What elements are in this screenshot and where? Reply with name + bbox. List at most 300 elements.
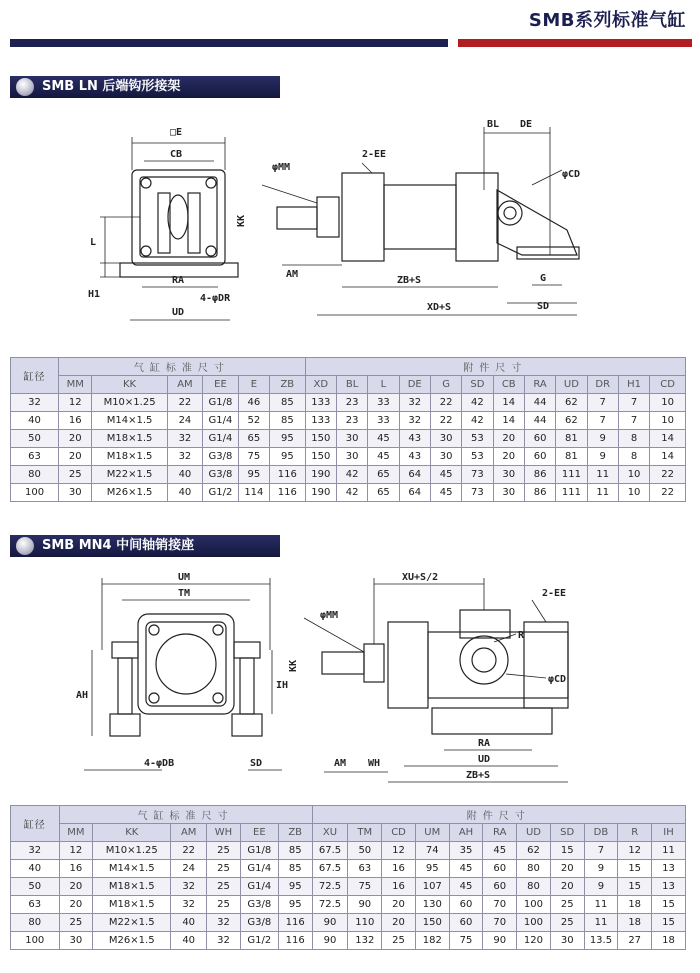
table-cell: 15 (652, 914, 686, 932)
table-cell: 150 (415, 914, 449, 932)
table-cell: M26×1.5 (92, 484, 167, 502)
table-cell: 86 (524, 466, 555, 484)
label-am: AM (286, 269, 299, 280)
column-header: RA (483, 824, 517, 842)
table-cell: 25 (207, 878, 241, 896)
table-cell: 45 (368, 448, 399, 466)
group-header-accessory: 附件尺寸 (312, 806, 685, 824)
table-cell: 7 (584, 842, 618, 860)
label-ud: UD (172, 307, 185, 318)
table-cell: 45 (430, 466, 461, 484)
column-header: AH (449, 824, 483, 842)
table-cell: 32 (399, 394, 430, 412)
table-cell: 43 (399, 430, 430, 448)
table-cell: 46 (238, 394, 269, 412)
table-cell: G1/4 (203, 430, 239, 448)
table-cell: 25 (59, 914, 93, 932)
table-cell: 30 (493, 466, 524, 484)
table-cell: 25 (207, 896, 241, 914)
table-cell: 52 (238, 412, 269, 430)
column-header: KK (93, 824, 171, 842)
table-cell: 32 (167, 430, 203, 448)
table-row (11, 896, 686, 914)
table-cell: 53 (462, 430, 493, 448)
table-cell: 20 (550, 878, 584, 896)
table-cell: 53 (462, 448, 493, 466)
label-xus: XU+S/2 (402, 572, 439, 583)
table-cell: 15 (618, 860, 652, 878)
column-header: ZB (278, 824, 312, 842)
table-cell: 10 (650, 412, 686, 430)
table-cell: 60 (483, 878, 517, 896)
table-cell: 40 (171, 914, 207, 932)
table-cell: 32 (399, 412, 430, 430)
table-cell: 67.5 (312, 860, 348, 878)
table-cell: 30 (336, 430, 367, 448)
column-header: KK (92, 376, 167, 394)
ln-spec-table (10, 357, 686, 502)
table-cell: G1/4 (240, 860, 278, 878)
table-cell: 35 (449, 842, 483, 860)
table-cell: 14 (650, 430, 686, 448)
ln-front-view-drawing (80, 115, 250, 330)
table-cell: 65 (368, 466, 399, 484)
table-cell: G3/8 (203, 448, 239, 466)
table-cell: 22 (430, 412, 461, 430)
table-cell: 45 (430, 484, 461, 502)
table-row (11, 878, 686, 896)
table-cell: 85 (278, 860, 312, 878)
table-cell: 25 (550, 914, 584, 932)
table-cell: 111 (556, 484, 587, 502)
table-cell: 100 (517, 896, 551, 914)
table-cell: 20 (59, 430, 92, 448)
table-cell: 64 (399, 466, 430, 484)
table-cell: 14 (493, 394, 524, 412)
table-cell: M18×1.5 (93, 878, 171, 896)
table-cell: 130 (415, 896, 449, 914)
table-cell: 22 (650, 466, 686, 484)
table-cell: 24 (167, 412, 203, 430)
table-cell: 64 (399, 484, 430, 502)
column-header: DB (584, 824, 618, 842)
table-cell: M22×1.5 (93, 914, 171, 932)
bore-cell: 100 (11, 932, 60, 950)
column-header: BL (336, 376, 367, 394)
table-cell: 40 (167, 466, 203, 484)
column-header: DE (399, 376, 430, 394)
label-am: AM (334, 758, 347, 769)
table-cell: 30 (59, 932, 93, 950)
label-sq-e: □E (170, 127, 183, 138)
table-cell: 75 (348, 878, 382, 896)
table-cell: 110 (348, 914, 382, 932)
table-cell: 190 (305, 484, 336, 502)
label-kk: KK (288, 659, 299, 672)
label-ud: UD (478, 754, 491, 765)
table-cell: 25 (207, 842, 241, 860)
table-cell: 11 (584, 896, 618, 914)
table-row (11, 484, 686, 502)
table-cell: 90 (483, 932, 517, 950)
table-cell: 42 (336, 466, 367, 484)
label-db: 4-φDB (144, 758, 175, 769)
table-cell: 90 (348, 896, 382, 914)
table-cell: 72.5 (312, 896, 348, 914)
column-header: UM (415, 824, 449, 842)
bore-cell: 40 (11, 412, 59, 430)
table-cell: 33 (368, 394, 399, 412)
column-header: MM (59, 376, 92, 394)
label-mm: φMM (320, 610, 339, 621)
table-cell: 90 (312, 932, 348, 950)
table-cell: 8 (618, 430, 649, 448)
label-sd: SD (250, 758, 263, 769)
column-header: TM (348, 824, 382, 842)
header-rule-navy (10, 39, 448, 47)
bore-cell: 50 (11, 430, 59, 448)
table-cell: 16 (59, 412, 92, 430)
table-row (11, 394, 686, 412)
label-mm: φMM (272, 162, 291, 173)
table-cell: 13 (652, 878, 686, 896)
table-cell: 22 (650, 484, 686, 502)
table-cell: 20 (59, 448, 92, 466)
table-cell: 150 (305, 430, 336, 448)
table-cell: 50 (348, 842, 382, 860)
table-cell: 90 (312, 914, 348, 932)
table-cell: 70 (483, 914, 517, 932)
label-xds: XD+S (427, 302, 452, 313)
table-cell: 32 (167, 448, 203, 466)
table-cell: 20 (382, 896, 416, 914)
table-cell: 150 (305, 448, 336, 466)
table-cell: 44 (524, 394, 555, 412)
table-cell: 30 (550, 932, 584, 950)
table-cell: 11 (587, 484, 618, 502)
table-row (11, 466, 686, 484)
table-cell: 24 (171, 860, 207, 878)
table-cell: 133 (305, 394, 336, 412)
bore-cell: 40 (11, 860, 60, 878)
table-cell: 73 (462, 466, 493, 484)
table-cell: 11 (587, 466, 618, 484)
label-kk: KK (236, 214, 247, 227)
table-cell: 12 (618, 842, 652, 860)
table-cell: 116 (278, 914, 312, 932)
section-title-text: SMB LN 后端钩形接架 (42, 79, 181, 94)
table-cell: 27 (618, 932, 652, 950)
column-header: XU (312, 824, 348, 842)
table-cell: 44 (524, 412, 555, 430)
table-cell: 95 (270, 430, 306, 448)
table-cell: 182 (415, 932, 449, 950)
column-header: G (430, 376, 461, 394)
mn4-front-view-drawing (72, 570, 292, 785)
table-cell: 20 (59, 896, 93, 914)
table-cell: 60 (524, 448, 555, 466)
table-cell: 95 (415, 860, 449, 878)
table-cell: 45 (368, 430, 399, 448)
table-cell: M26×1.5 (93, 932, 171, 950)
table-cell: 18 (618, 896, 652, 914)
table-cell: 60 (483, 860, 517, 878)
label-zbs: ZB+S (466, 770, 491, 781)
label-wh: WH (368, 758, 381, 769)
table-cell: 7 (618, 412, 649, 430)
column-header: MM (59, 824, 93, 842)
label-bl: BL (487, 119, 500, 130)
table-cell: 42 (336, 484, 367, 502)
table-cell: G1/4 (240, 878, 278, 896)
table-cell: 10 (618, 466, 649, 484)
table-cell: 114 (238, 484, 269, 502)
table-cell: G1/4 (203, 412, 239, 430)
bore-cell: 100 (11, 484, 59, 502)
column-header: IH (652, 824, 686, 842)
table-cell: 107 (415, 878, 449, 896)
label-l: L (90, 237, 97, 248)
column-header: EE (240, 824, 278, 842)
table-cell: 23 (336, 412, 367, 430)
bore-header: 缸径 (11, 806, 60, 842)
table-cell: 40 (167, 484, 203, 502)
mn4-side-view-drawing (284, 570, 594, 795)
table-cell: 13.5 (584, 932, 618, 950)
table-cell: 32 (171, 878, 207, 896)
table-cell: 65 (368, 484, 399, 502)
table-cell: 80 (517, 860, 551, 878)
table-cell: 22 (430, 394, 461, 412)
table-cell: 20 (550, 860, 584, 878)
table-cell: 67.5 (312, 842, 348, 860)
table-cell: 20 (382, 914, 416, 932)
column-header: E (238, 376, 269, 394)
table-cell: G3/8 (203, 466, 239, 484)
label-ra: RA (478, 738, 491, 749)
bore-cell: 50 (11, 878, 60, 896)
table-cell: 86 (524, 484, 555, 502)
table-cell: 95 (238, 466, 269, 484)
table-cell: 25 (382, 932, 416, 950)
table-cell: G1/2 (203, 484, 239, 502)
table-cell: 62 (517, 842, 551, 860)
label-cd: φCD (548, 674, 567, 685)
table-cell: 63 (348, 860, 382, 878)
table-cell: 12 (382, 842, 416, 860)
bore-cell: 63 (11, 896, 60, 914)
table-row (11, 448, 686, 466)
table-cell: 11 (652, 842, 686, 860)
table-cell: 132 (348, 932, 382, 950)
table-cell: 10 (618, 484, 649, 502)
mn4-spec-table (10, 805, 686, 950)
ln-side-view-drawing (232, 115, 592, 330)
bore-cell: 32 (11, 842, 60, 860)
table-cell: 75 (449, 932, 483, 950)
table-row (11, 860, 686, 878)
label-ee: 2-EE (362, 149, 387, 160)
column-header: UD (517, 824, 551, 842)
column-header: SD (462, 376, 493, 394)
table-cell: 133 (305, 412, 336, 430)
table-cell: 45 (483, 842, 517, 860)
table-cell: 65 (238, 430, 269, 448)
table-cell: 18 (618, 914, 652, 932)
table-cell: 33 (368, 412, 399, 430)
table-cell: M10×1.25 (93, 842, 171, 860)
column-header: RA (524, 376, 555, 394)
table-cell: 16 (382, 860, 416, 878)
table-cell: G1/8 (240, 842, 278, 860)
table-cell: 60 (449, 896, 483, 914)
column-header: CD (650, 376, 686, 394)
bullet-icon (16, 78, 34, 96)
table-cell: 85 (278, 842, 312, 860)
page-title: SMB系列标准气缸 (528, 10, 686, 31)
table-cell: 7 (618, 394, 649, 412)
table-row (11, 412, 686, 430)
table-cell: 190 (305, 466, 336, 484)
label-zbs: ZB+S (397, 275, 422, 286)
label-tm: TM (178, 588, 191, 599)
column-header: WH (207, 824, 241, 842)
table-cell: 32 (207, 932, 241, 950)
table-cell: 22 (167, 394, 203, 412)
table-cell: 62 (556, 394, 587, 412)
table-cell: M18×1.5 (92, 448, 167, 466)
table-cell: 95 (278, 896, 312, 914)
table-row (11, 932, 686, 950)
table-cell: 16 (59, 860, 93, 878)
bore-cell: 80 (11, 914, 60, 932)
table-cell: G3/8 (240, 896, 278, 914)
label-de: DE (520, 119, 533, 130)
column-header: DR (587, 376, 618, 394)
table-cell: 120 (517, 932, 551, 950)
table-cell: 12 (59, 394, 92, 412)
table-cell: M10×1.25 (92, 394, 167, 412)
table-cell: 62 (556, 412, 587, 430)
table-cell: 18 (652, 932, 686, 950)
label-g: G (540, 273, 547, 284)
table-cell: G1/8 (203, 394, 239, 412)
table-cell: 15 (652, 896, 686, 914)
label-um: UM (178, 572, 191, 583)
table-cell: M14×1.5 (93, 860, 171, 878)
bore-cell: 63 (11, 448, 59, 466)
table-cell: 16 (382, 878, 416, 896)
section-title-ln (10, 76, 280, 98)
table-cell: 20 (59, 878, 93, 896)
table-cell: 116 (270, 466, 306, 484)
table-cell: 43 (399, 448, 430, 466)
bore-cell: 80 (11, 466, 59, 484)
column-header: ZB (270, 376, 306, 394)
table-cell: 45 (449, 878, 483, 896)
table-row (11, 914, 686, 932)
table-cell: 70 (483, 896, 517, 914)
table-cell: 32 (207, 914, 241, 932)
table-cell: 95 (278, 878, 312, 896)
table-cell: 42 (462, 412, 493, 430)
table-cell: 23 (336, 394, 367, 412)
column-header: L (368, 376, 399, 394)
table-cell: 14 (493, 412, 524, 430)
table-cell: 30 (336, 448, 367, 466)
table-cell: 60 (449, 914, 483, 932)
label-r: R (518, 630, 525, 641)
table-cell: G3/8 (240, 914, 278, 932)
column-header: UD (556, 376, 587, 394)
table-cell: 85 (270, 394, 306, 412)
table-cell: 9 (587, 448, 618, 466)
section-title-mn4 (10, 535, 280, 557)
label-ee: 2-EE (542, 588, 567, 599)
column-header: CB (493, 376, 524, 394)
bore-header: 缸径 (11, 358, 59, 394)
table-cell: 20 (493, 430, 524, 448)
table-cell: 11 (584, 914, 618, 932)
table-cell: 74 (415, 842, 449, 860)
table-cell: 25 (550, 896, 584, 914)
table-cell: 42 (462, 394, 493, 412)
label-dr: 4-φDR (200, 293, 231, 304)
group-header-accessory: 附件尺寸 (305, 358, 685, 376)
label-ah: AH (76, 690, 89, 701)
column-header: AM (171, 824, 207, 842)
table-cell: 7 (587, 394, 618, 412)
group-header-standard: 气缸标准尺寸 (59, 358, 306, 376)
table-cell: 80 (517, 878, 551, 896)
table-cell: 15 (550, 842, 584, 860)
table-cell: 85 (270, 412, 306, 430)
table-cell: G1/2 (240, 932, 278, 950)
label-sd: SD (537, 301, 550, 312)
table-row (11, 842, 686, 860)
table-cell: 9 (584, 878, 618, 896)
table-cell: 95 (270, 448, 306, 466)
table-cell: 30 (493, 484, 524, 502)
group-header-standard: 气缸标准尺寸 (59, 806, 312, 824)
table-cell: 75 (238, 448, 269, 466)
table-cell: 13 (652, 860, 686, 878)
table-cell: 14 (650, 448, 686, 466)
column-header: XD (305, 376, 336, 394)
table-cell: M18×1.5 (92, 430, 167, 448)
table-cell: 111 (556, 466, 587, 484)
table-cell: 116 (270, 484, 306, 502)
label-cd: φCD (562, 169, 581, 180)
table-cell: 72.5 (312, 878, 348, 896)
table-cell: M14×1.5 (92, 412, 167, 430)
table-cell: 30 (430, 430, 461, 448)
table-cell: 30 (59, 484, 92, 502)
table-cell: 7 (587, 412, 618, 430)
table-cell: 73 (462, 484, 493, 502)
table-cell: M18×1.5 (93, 896, 171, 914)
table-cell: 8 (618, 448, 649, 466)
label-cb: CB (170, 149, 183, 160)
table-cell: 15 (618, 878, 652, 896)
label-ih: IH (276, 680, 289, 691)
bullet-icon (16, 537, 34, 555)
table-cell: 100 (517, 914, 551, 932)
column-header: AM (167, 376, 203, 394)
column-header: CD (382, 824, 416, 842)
table-cell: 25 (59, 466, 92, 484)
table-cell: 10 (650, 394, 686, 412)
